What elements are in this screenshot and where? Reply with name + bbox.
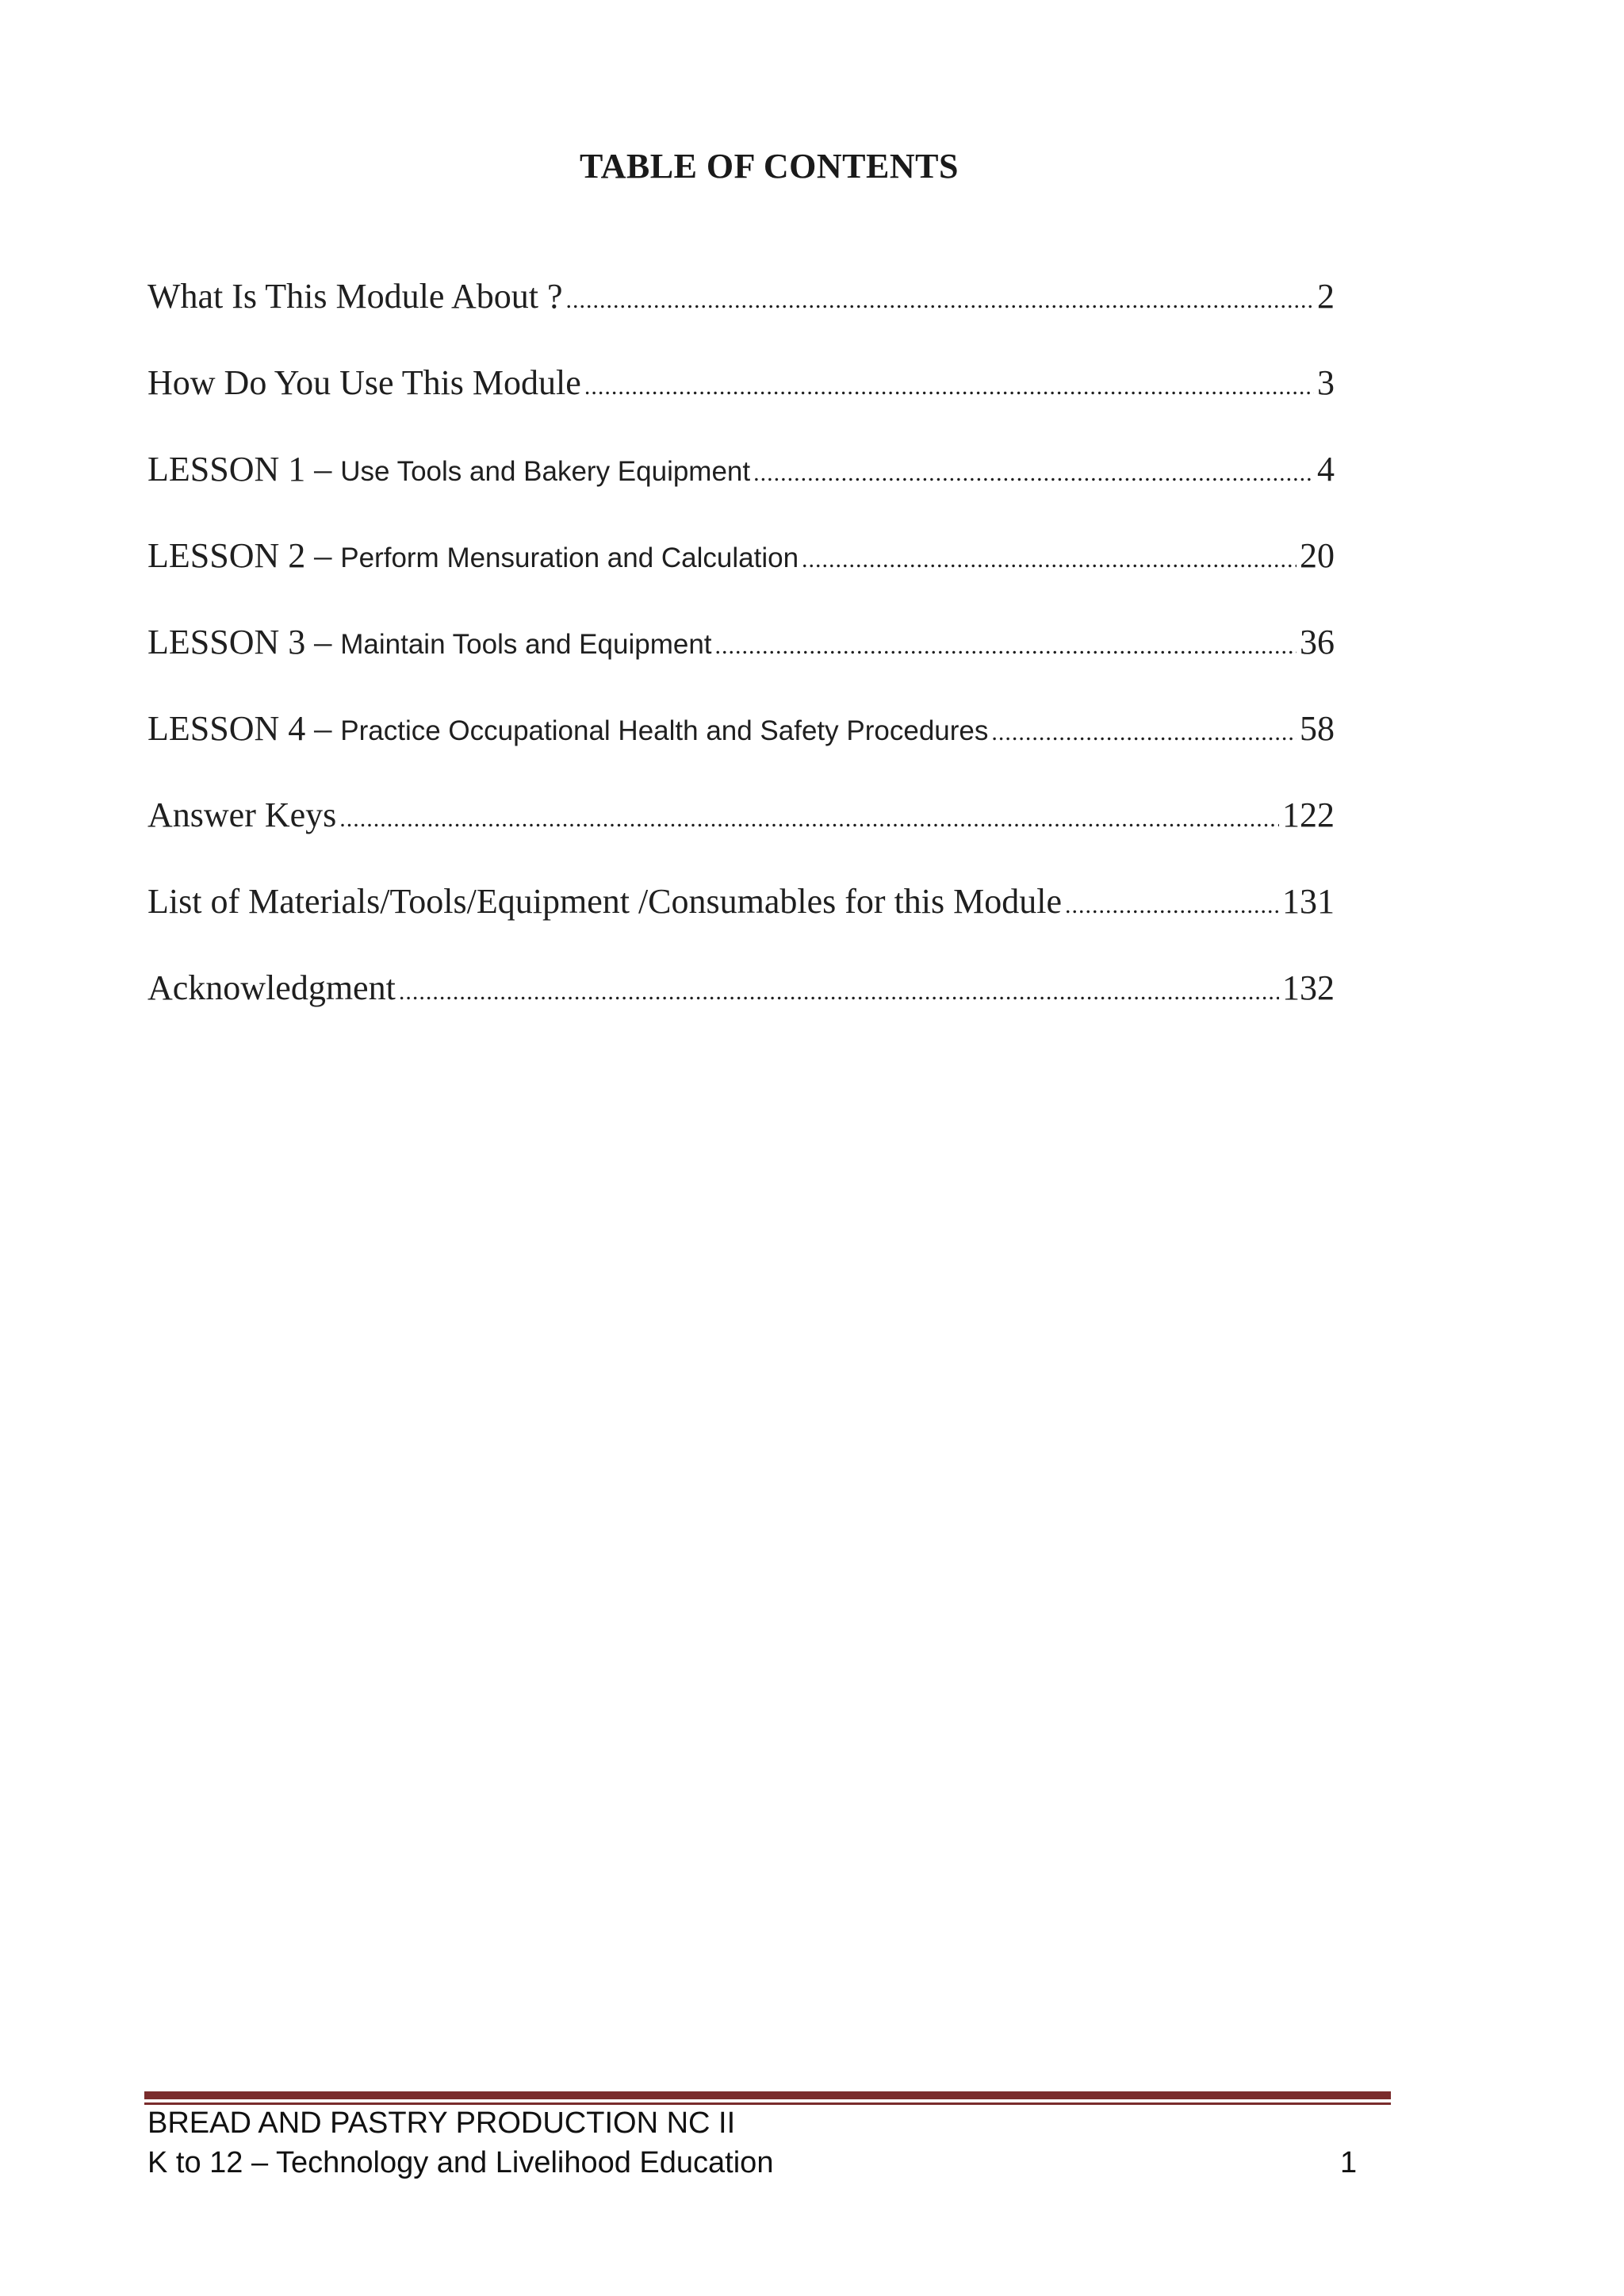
dot-leader [991,719,1297,746]
dot-leader [715,633,1297,660]
page-title: TABLE OF CONTENTS [580,147,959,186]
toc-entry-lesson-4 [147,708,1335,795]
dot-leader [753,460,1314,487]
toc-entry-label: Acknowledgment [147,968,396,1007]
toc-entry-label: LESSON 4 – [147,709,341,748]
footer-course-title: BREAD AND PASTRY PRODUCTION NC II [147,2106,736,2140]
dot-leader [584,374,1314,401]
toc-entry-subtitle: Use Tools and Bakery Equipment [340,456,751,487]
toc-entry-label: Answer Keys [147,795,337,834]
toc-entry-title [147,449,750,489]
toc-entry-title [147,362,581,403]
toc-entry-page: 58 [1300,709,1335,748]
toc-entry-label: What Is This Module About ? [147,277,563,316]
toc-entry-page: 20 [1300,536,1335,575]
table-of-contents [147,276,1335,1054]
toc-entry-how-to-use [147,362,1335,449]
toc-entry-title [147,881,1062,922]
toc-entry-lesson-2 [147,535,1335,622]
toc-entry-page: 2 [1317,277,1335,316]
toc-entry-page: 3 [1317,363,1335,402]
dot-leader [339,806,1279,833]
toc-entry-label: How Do You Use This Module [147,363,581,402]
footer-divider [144,2091,1391,2099]
toc-entry-title [147,795,336,835]
toc-entry-page: 132 [1282,968,1335,1007]
dot-leader [802,546,1297,573]
toc-entry-label: LESSON 2 – [147,536,341,575]
dot-leader [565,287,1314,314]
toc-entry-materials-list [147,881,1335,968]
footer-page-number: 1 [1340,2146,1358,2179]
toc-entry-module-about [147,276,1335,362]
toc-entry-page: 4 [1317,450,1335,489]
toc-entry-lesson-3 [147,622,1335,708]
toc-entry-title [147,276,562,316]
toc-entry-label: LESSON 3 – [147,623,341,661]
toc-entry-title [147,535,799,576]
footer-program-name: K to 12 – Technology and Livelihood Education [147,2146,774,2179]
toc-entry-acknowledgment [147,968,1335,1054]
toc-entry-subtitle: Perform Mensuration and Calculation [340,542,799,573]
toc-entry-answer-keys [147,795,1335,881]
toc-entry-title [147,968,396,1008]
dot-leader [399,979,1279,1006]
toc-entry-title [147,708,988,749]
footer-divider-thin [144,2102,1391,2105]
toc-entry-lesson-1 [147,449,1335,535]
toc-entry-subtitle: Practice Occupational Health and Safety Procedures [340,715,989,746]
toc-entry-label: LESSON 1 – [147,450,341,489]
toc-entry-page: 122 [1282,795,1335,834]
toc-entry-title [147,622,712,662]
toc-entry-label: List of Materials/Tools/Equipment /Consumables for this Module [147,882,1063,921]
dot-leader [1065,892,1279,919]
toc-entry-page: 131 [1282,882,1335,921]
toc-entry-page: 36 [1300,623,1335,661]
toc-entry-subtitle: Maintain Tools and Equipment [340,629,712,660]
